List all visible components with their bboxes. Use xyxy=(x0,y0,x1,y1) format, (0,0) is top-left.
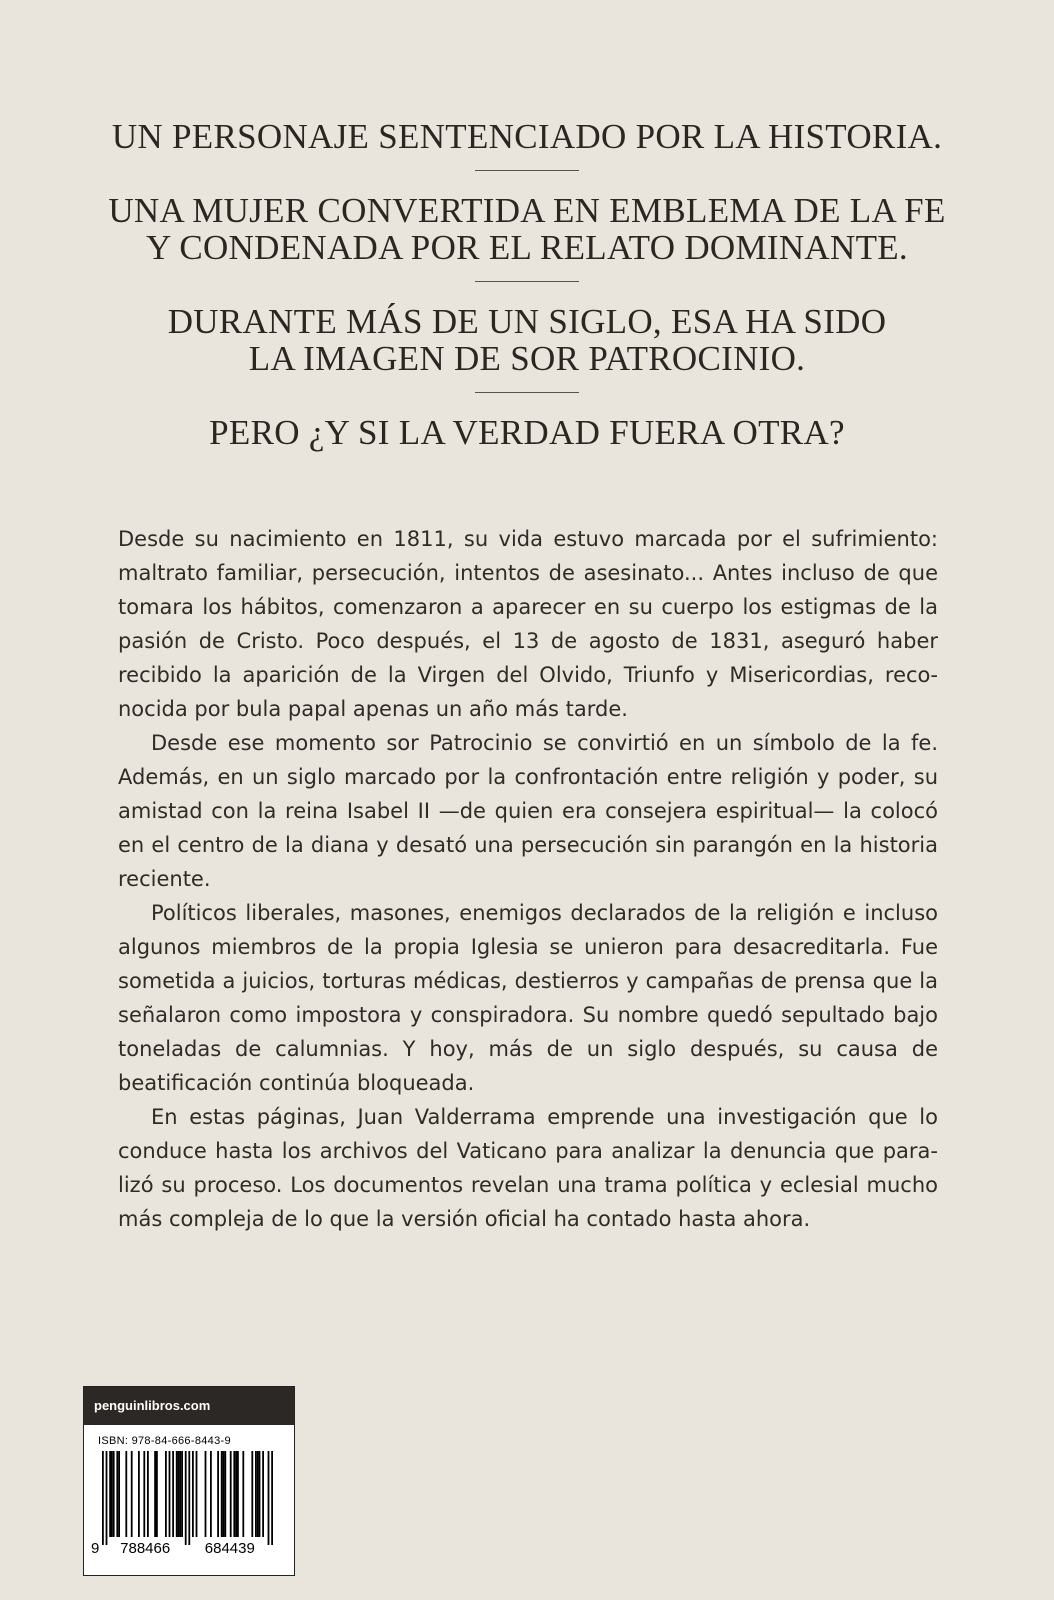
barcode-bar xyxy=(143,1451,145,1537)
headline-line: PERO ¿Y SI LA VERDAD FUERA OTRA? xyxy=(209,413,845,452)
barcode-bar xyxy=(255,1451,257,1537)
headline-line: UNA MUJER CONVERTIDA EN EMBLEMA DE LA FE xyxy=(108,191,946,230)
barcode-digits: 684439 xyxy=(204,1540,255,1557)
barcode-bar xyxy=(185,1451,187,1545)
barcode-bar xyxy=(176,1451,178,1537)
barcode-bar xyxy=(188,1451,190,1545)
barcode-bar xyxy=(257,1451,259,1537)
headline-line: UN PERSONAJE SENTENCIADO POR LA HISTORIA. xyxy=(111,117,943,156)
barcode-digits: 9 xyxy=(91,1540,100,1557)
headline-2 xyxy=(0,192,1054,266)
barcode-bar xyxy=(196,1451,198,1537)
barcode-bar xyxy=(179,1451,181,1537)
headline-4 xyxy=(0,414,1054,451)
barcode-bar xyxy=(192,1451,194,1537)
headline-3 xyxy=(0,303,1054,377)
barcode-bar xyxy=(237,1451,239,1537)
barcode-bar xyxy=(181,1451,183,1537)
barcode-bar xyxy=(251,1451,253,1537)
barcode-bar xyxy=(178,1451,180,1537)
headline-1 xyxy=(0,118,1054,155)
barcode-bar xyxy=(154,1451,156,1537)
barcode-bar xyxy=(217,1451,219,1537)
headline-line: DURANTE MÁS DE UN SIGLO, ESA HA SIDO xyxy=(167,302,887,341)
isbn-barcode-block xyxy=(83,1386,295,1576)
barcode-bar xyxy=(116,1451,118,1537)
headline-line: LA IMAGEN DE SOR PATROCINIO. xyxy=(248,339,806,378)
barcode-bar xyxy=(235,1451,237,1537)
barcode xyxy=(88,1449,288,1559)
publisher-website: penguinlibros.com xyxy=(84,1387,294,1425)
synopsis-paragraph-2: Desde ese momento sor Patrocinio se convirtió en un símbolo de la fe. Además, en un siglo marcado por la confrontación entre religión y poder, su amistad con la reina Isabel II —de quien era consejera espiritual— la colocó en el centro de la diana y desató una persecución sin parangón en la historia reciente. xyxy=(118,731,938,891)
synopsis-paragraph-3: Políticos liberales, masones, enemigos declarados de la religión e incluso algunos miembros de la propia Iglesia se unieron para desacreditarla. Fue sometida a juicios, torturas médicas, destierros y campañas de prensa que la señalaron como impostora y conspiradora. Su nombre quedó sepultado bajo toneladas de calumnias. Y hoy, más de un siglo después, su causa de beatificación continúa bloqueada. xyxy=(118,901,938,1095)
barcode-bar xyxy=(118,1451,120,1537)
barcode-bar xyxy=(156,1451,158,1537)
barcode-bar xyxy=(230,1451,232,1537)
barcode-bar xyxy=(106,1451,108,1545)
isbn-label: ISBN: 978-84-666-8443-9 xyxy=(98,1435,231,1447)
barcode-bar xyxy=(224,1451,226,1537)
divider-rule xyxy=(475,281,579,282)
synopsis-paragraph-4: En estas páginas, Juan Valderrama emprende una investigación que lo conduce hasta los archivos del Vaticano para analizar la denuncia que paralizó su proceso. Los documentos revelan una trama política y eclesial mucho más compleja de lo que la versión oficial ha contado hasta ahora. xyxy=(118,1105,938,1231)
barcode-bar xyxy=(172,1451,174,1537)
barcode-bar xyxy=(169,1451,171,1537)
synopsis-text xyxy=(118,522,938,1236)
barcode-bar xyxy=(242,1451,244,1537)
headline-block xyxy=(0,118,1054,451)
divider-rule xyxy=(475,170,579,171)
synopsis-paragraph-1: Desde su nacimiento en 1811, su vida estuvo marcada por el sufrimiento: maltrato familiar, persecución, intentos de asesinato... Antes incluso de que tomara los hábitos, comenzaron a aparecer en su cuerpo los estigmas de la pasión de Cristo. Poco después, el 13 de agosto de 1831, aseguró haber recibido la aparición de la Virgen del Olvido, Triunfo y Misericordias, reconocida por bula papal apenas un año más tarde. xyxy=(118,527,938,721)
headline-line: Y CONDENADA POR EL RELATO DOMINANTE. xyxy=(146,228,908,267)
barcode-bar xyxy=(271,1451,273,1545)
barcode-digits: 788466 xyxy=(120,1540,171,1557)
barcode-bar xyxy=(268,1451,270,1545)
barcode-bar xyxy=(131,1451,133,1537)
barcode-bar xyxy=(233,1451,235,1537)
barcode-bar xyxy=(102,1451,104,1545)
barcode-bar xyxy=(259,1451,261,1537)
barcode-bar xyxy=(205,1451,207,1537)
barcode-bar xyxy=(223,1451,225,1537)
barcode-bar xyxy=(147,1451,149,1537)
barcode-bar xyxy=(111,1451,113,1537)
barcode-bar xyxy=(165,1451,167,1537)
barcode-bar xyxy=(125,1451,127,1537)
barcode-bar xyxy=(210,1451,212,1537)
divider-rule xyxy=(475,392,579,393)
barcode-bar xyxy=(221,1451,223,1537)
barcode-bar xyxy=(113,1451,115,1537)
barcode-bar xyxy=(138,1451,140,1537)
barcode-bar xyxy=(262,1451,264,1537)
barcode-bar xyxy=(109,1451,111,1537)
